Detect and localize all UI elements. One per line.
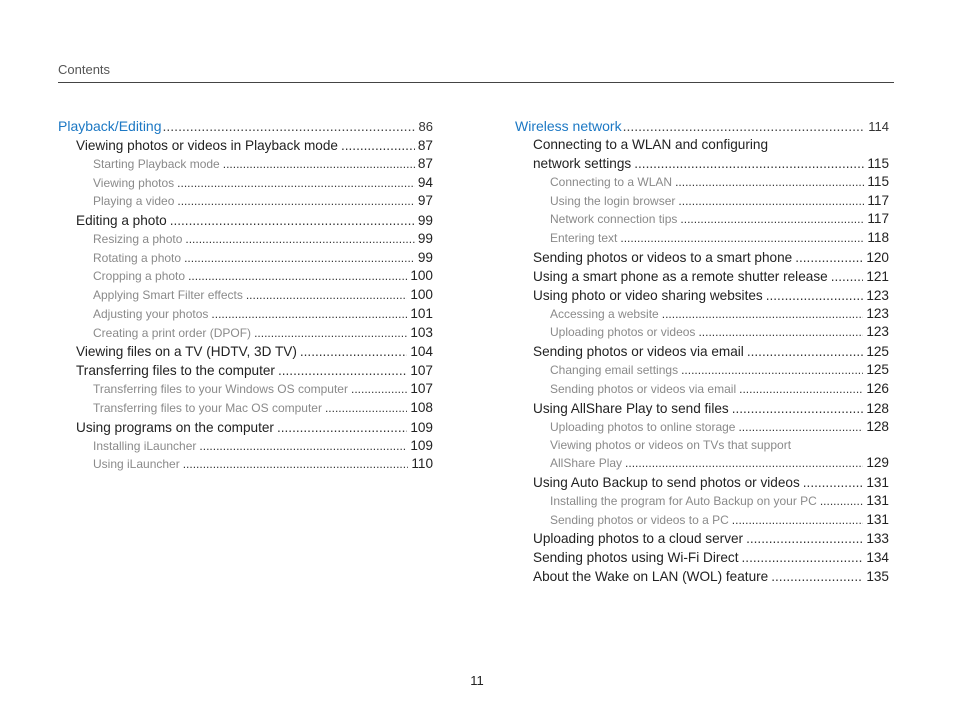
toc-entry-title: Applying Smart Filter effects [93,288,243,303]
toc-entry-title: Wireless network [515,118,622,134]
toc-entry[interactable] [515,548,889,567]
toc-entry[interactable] [515,286,889,305]
toc-entry-title: Sending photos using Wi-Fi Direct [533,550,739,566]
toc-page-number: 107 [410,381,433,397]
toc-entry-title: Uploading photos to a cloud server [533,531,744,547]
toc-page-number: 118 [867,230,889,246]
dot-leader [177,192,414,211]
toc-page-number: 115 [867,156,889,171]
toc-entry-title: Network connection tips [550,212,678,227]
toc-entry-title: Playing a video [93,194,175,209]
toc-page-number: 117 [867,192,889,208]
toc-entry-title: Viewing photos [93,175,175,190]
toc-entry[interactable] [515,567,889,586]
toc-page-number: 135 [866,569,889,585]
toc-entry-title: Creating a print order (DPOF) [93,325,252,340]
toc-entry-title: network settings [533,156,632,171]
toc-entry-title: Sending photos or videos to a smart phone [533,249,793,265]
dot-leader [681,361,863,380]
toc-entry-title: Using AllShare Play to send files [533,400,729,416]
toc-entry-title: Using the login browser [550,193,676,208]
toc-subentry[interactable] [58,305,433,324]
toc-entry-title: Transferring files to your Mac OS computer [93,400,322,415]
toc-entry-title: Connecting to a WLAN [550,175,673,189]
dot-leader [831,267,864,286]
dot-leader [746,529,863,548]
toc-page-number: 126 [866,380,889,396]
toc-subentry[interactable] [515,361,889,380]
toc-entry-title: AllShare Play [550,456,623,471]
toc-subentry[interactable] [58,249,433,268]
toc-entry[interactable] [515,136,889,154]
toc-entry-title: Viewing photos or videos in Playback mode [76,138,338,153]
toc-entry[interactable] [58,361,433,380]
toc-page-number: 99 [417,213,433,229]
toc-entry[interactable] [58,211,433,230]
toc-entry[interactable] [58,342,433,361]
toc-page-number: 115 [867,174,889,189]
toc-page-number: 99 [417,249,433,265]
toc-section-heading[interactable] [515,116,889,136]
toc-entry-title: Sending photos or videos via email [533,344,744,360]
toc-page-number: 120 [866,249,889,265]
dot-leader [254,324,407,343]
toc-page-number: 134 [866,550,889,566]
dot-leader [662,305,864,324]
toc-subentry[interactable] [515,210,889,229]
toc-entry-title: Using photo or video sharing websites [533,287,763,303]
dot-leader [766,286,864,305]
toc-entry-title: Installing the program for Auto Backup on your PC [550,493,817,508]
toc-entry-title: Uploading photos to online storage [550,419,736,434]
toc-page-number: 123 [866,324,889,340]
dot-leader [747,342,863,361]
toc-page-number: 100 [410,268,433,284]
toc-subentry[interactable] [58,324,433,343]
dot-leader [675,173,864,192]
toc-entry-title: Rotating a photo [93,250,182,265]
toc-page-number: 94 [417,174,433,190]
toc-entry-title: About the Wake on LAN (WOL) feature [533,569,769,585]
toc-page-number: 129 [866,455,889,471]
page-header-title: Contents [58,62,111,77]
toc-entry[interactable] [58,418,433,437]
toc-subentry[interactable] [58,399,433,418]
dot-leader [163,116,416,136]
toc-page-number: 97 [417,193,433,209]
dot-leader [795,248,863,267]
toc-subentry[interactable] [515,436,889,454]
toc-page-number: 131 [866,474,889,490]
dot-leader [738,418,863,437]
toc-subentry[interactable] [58,380,433,399]
toc-page-number: 87 [417,138,433,153]
dot-leader [211,305,407,324]
dot-leader [680,210,864,229]
toc-entry-title: Accessing a website [550,306,659,321]
dot-leader [183,455,409,474]
toc-page-number: 123 [866,305,889,321]
toc-entry-title: Resizing a photo [93,232,183,247]
toc-page-number: 128 [866,418,889,434]
dot-leader [278,361,407,380]
toc-entry-title: Using iLauncher [93,457,180,472]
toc-subentry[interactable] [515,173,889,192]
toc-page-number: 125 [866,344,889,360]
toc-subentry[interactable] [58,192,433,211]
toc-entry[interactable] [515,248,889,267]
toc-entry[interactable] [58,136,433,155]
dot-leader [185,230,414,249]
toc-entry-title: Transferring files to the computer [76,363,275,379]
toc-subentry[interactable] [515,305,889,324]
toc-page-number: 133 [866,531,889,547]
toc-page-number: 109 [410,419,433,435]
toc-subentry[interactable] [58,455,433,474]
toc-page-number: 121 [866,268,889,284]
toc-subentry[interactable] [515,492,889,511]
toc-page-number: 110 [411,456,433,472]
dot-leader [277,418,407,437]
dot-leader [300,342,407,361]
toc-page-number: 123 [866,287,889,303]
dot-leader [351,380,407,399]
toc-section-heading[interactable] [58,116,433,136]
toc-entry-title: Sending photos or videos to a PC [550,512,729,527]
toc-entry-title: Changing email settings [550,363,679,378]
toc-page-number: 100 [410,287,433,303]
toc-page-number: 117 [867,211,889,227]
toc-entry-title: Cropping a photo [93,269,186,284]
toc-entry-title: Connecting to a WLAN and configuring [533,137,769,152]
toc-page-number: 128 [866,400,889,416]
toc-entry-title: Using Auto Backup to send photos or videos [533,474,800,490]
dot-leader [698,323,863,342]
toc-page-number: 86 [418,119,433,134]
toc-page-number: 109 [410,437,433,453]
dot-leader [732,399,864,418]
toc-page-number: 131 [866,511,889,527]
toc-page-number: 104 [410,344,433,360]
toc-page-number: 99 [417,231,433,247]
dot-leader [678,192,864,211]
dot-leader [325,399,407,418]
toc-entry-title: Editing a photo [76,213,167,229]
toc-entry[interactable] [515,399,889,418]
toc-entry-title: Using programs on the computer [76,419,274,435]
dot-leader [732,511,864,530]
dot-leader [820,492,864,511]
dot-leader [170,211,415,230]
toc-subentry[interactable] [515,192,889,211]
toc-entry-title: Viewing photos or videos on TVs that support [550,438,792,453]
toc-subentry[interactable] [515,229,889,248]
toc-page-number: 114 [868,119,889,134]
dot-leader [199,437,407,456]
toc-page-number: 108 [410,399,433,415]
toc-page-number: 87 [417,156,433,171]
dot-leader [223,155,415,174]
toc-subentry[interactable] [58,437,433,456]
toc-entry-title: Transferring files to your Windows OS computer [93,382,348,397]
toc-entry-title: Sending photos or videos via email [550,381,737,396]
toc-page-number: 131 [866,492,889,508]
dot-leader [625,454,863,473]
dot-leader [177,174,415,193]
toc-entry[interactable] [515,154,889,173]
toc-subentry[interactable] [58,155,433,174]
toc-column-right [515,116,889,586]
toc-entry-title: Viewing files on a TV (HDTV, 3D TV) [76,344,297,360]
toc-entry-title: Starting Playback mode [93,157,220,171]
dot-leader [634,154,864,173]
toc-entry-title: Using a smart phone as a remote shutter release [533,268,828,284]
toc-subentry[interactable] [515,511,889,530]
dot-leader [803,473,864,492]
toc-page-number: 103 [410,324,433,340]
dot-leader [188,267,407,286]
dot-leader [620,229,864,248]
header-divider [58,82,894,83]
toc-entry-title: Uploading photos or videos [550,325,696,340]
toc-subentry[interactable] [515,418,889,437]
page-number: 11 [470,673,484,688]
toc-page-number: 107 [410,363,433,379]
toc-subentry[interactable] [58,174,433,193]
dot-leader [623,116,866,136]
dot-leader [742,548,864,567]
toc-subentry[interactable] [515,454,889,473]
toc-subentry[interactable] [58,286,433,305]
toc-entry[interactable] [515,342,889,361]
dot-leader [246,286,407,305]
dot-leader [341,136,415,155]
toc-subentry[interactable] [58,230,433,249]
toc-entry[interactable] [515,529,889,548]
toc-entry[interactable] [515,473,889,492]
toc-entry-title: Playback/Editing [58,118,162,134]
toc-entry[interactable] [515,267,889,286]
toc-entry-title: Entering text [550,231,618,246]
toc-column-left [58,116,433,474]
toc-entry-title: Adjusting your photos [93,306,209,321]
dot-leader [771,567,863,586]
toc-subentry[interactable] [58,267,433,286]
dot-leader [184,249,415,268]
toc-page-number: 101 [410,305,433,321]
toc-subentry[interactable] [515,323,889,342]
toc-entry-title: Installing iLauncher [93,438,197,453]
toc-subentry[interactable] [515,380,889,399]
dot-leader [739,380,863,399]
toc-page-number: 125 [866,362,889,378]
